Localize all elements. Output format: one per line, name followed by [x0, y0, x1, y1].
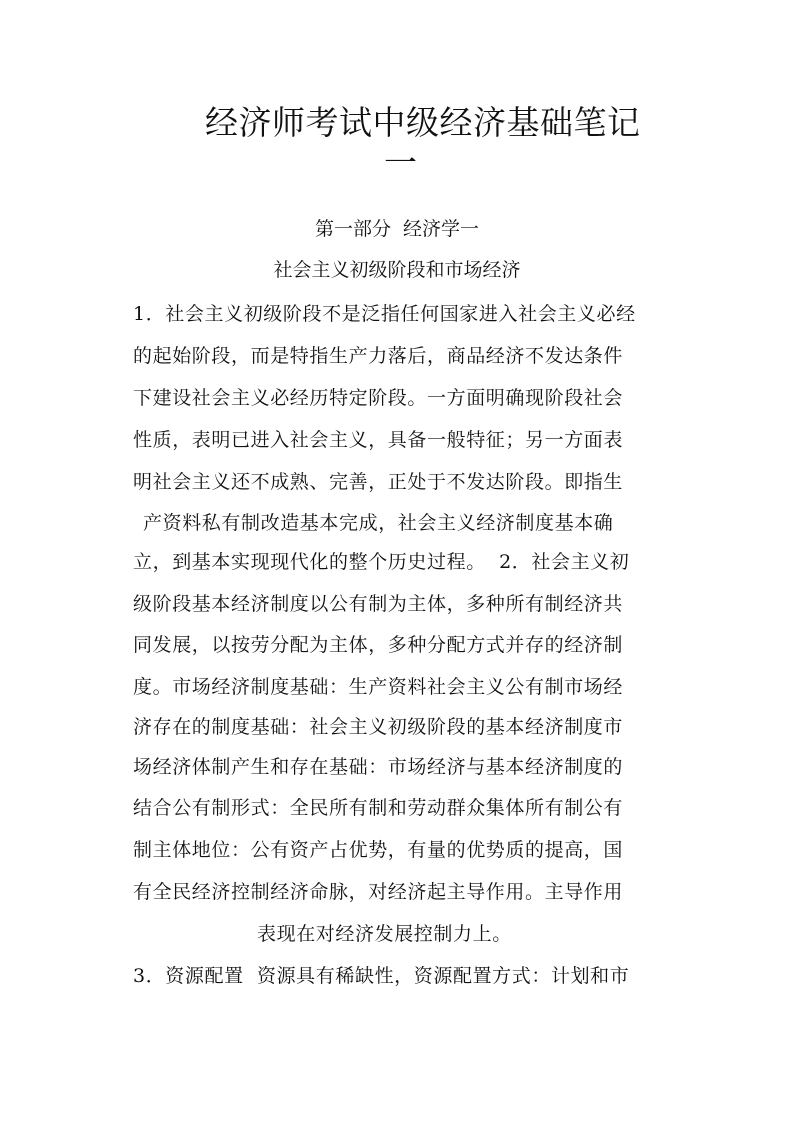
body-line: 3．资源配置 资源具有稀缺性，资源配置方式：计划和市 [133, 965, 630, 987]
part-heading: 第一部分 经济学一 [314, 218, 480, 240]
body-line: 表现在对经济发展控制力上。 [257, 923, 512, 945]
body-line: 下建设社会主义必经历特定阶段。一方面明确现阶段社会 [133, 387, 624, 409]
body-line: 性质，表明已进入社会主义，具备一般特征；另一方面表 [133, 429, 624, 451]
body-line: 级阶段基本经济制度以公有制为主体，多种所有制经济共 [133, 593, 624, 615]
body-line: 的起始阶段，而是特指生产力落后，商品经济不发达条件 [133, 345, 624, 367]
body-line: 制主体地位：公有资产占优势，有量的优势质的提高，国 [133, 839, 624, 861]
body-line: 产资料私有制改造基本完成，社会主义经济制度基本确 [143, 512, 614, 534]
document-title-continued: 一 [384, 143, 417, 182]
section-heading: 社会主义初级阶段和市场经济 [273, 259, 521, 281]
body-line: 度。市场经济制度基础：生产资料社会主义公有制市场经 [133, 676, 624, 698]
body-line: 场经济体制产生和存在基础：市场经济与基本经济制度的 [133, 756, 624, 778]
body-line: 结合公有制形式：全民所有制和劳动群众集体所有制公有 [133, 797, 624, 819]
body-line: 同发展，以按劳分配为主体，多种分配方式并存的经济制 [133, 634, 624, 656]
body-line: 1．社会主义初级阶段不是泛指任何国家进入社会主义必经 [133, 303, 636, 325]
body-line: 有全民经济控制经济命脉，对经济起主导作用。主导作用 [133, 881, 624, 903]
body-line: 济存在的制度基础：社会主义初级阶段的基本经济制度市 [133, 716, 624, 738]
body-line: 明社会主义还不成熟、完善，正处于不发达阶段。即指生 [133, 471, 624, 493]
document-title: 经济师考试中级经济基础笔记 [205, 103, 641, 142]
body-line: 立，到基本实现现代化的整个历史过程。 2．社会主义初 [133, 551, 630, 573]
